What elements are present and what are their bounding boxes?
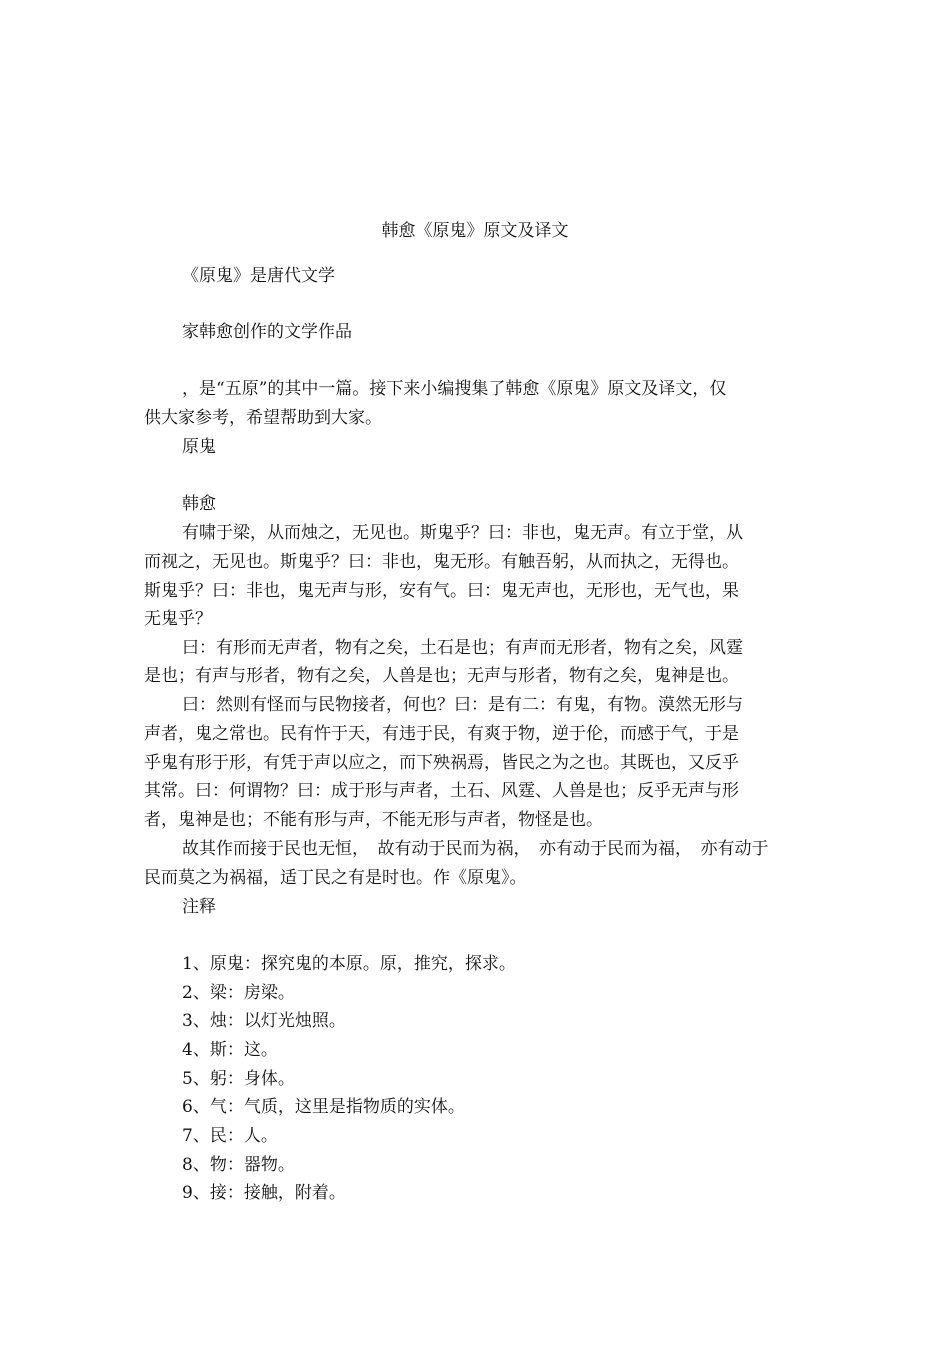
note-item: 1、原鬼：探究鬼的本原。原，推究，探求。	[182, 954, 516, 974]
note-item: 6、气：气质，这里是指物质的实体。	[182, 1097, 465, 1117]
intro-line: 供大家参考，希望帮助到大家。	[144, 408, 382, 428]
paragraph-line: 曰：有形而无声者，物有之矣，土石是也；有声而无形者，物有之矣，风霆	[182, 638, 743, 658]
intro-line: 《原鬼》是唐代文学	[182, 266, 335, 286]
note-item: 3、烛：以灯光烛照。	[182, 1011, 346, 1031]
paragraph-line: 是也；有声与形者，物有之矣，人兽是也；无声与形者，物有之矣，鬼神是也。	[144, 666, 739, 686]
paragraph-line: 斯鬼乎？曰：非也，鬼无声与形，安有气。曰：鬼无声也，无形也，无气也，果	[144, 581, 739, 601]
work-author: 韩愈	[182, 494, 216, 514]
note-item: 9、接：接触，附着。	[182, 1183, 346, 1203]
paragraph-line: 其常。曰：何谓物？曰：成于形与声者，土石、风霆、人兽是也；反乎无声与形	[144, 781, 739, 801]
paragraph-line: 曰：然则有怪而与民物接者，何也？曰：是有二：有鬼，有物。漠然无形与	[182, 695, 743, 715]
paragraph-line: 无鬼乎？	[144, 609, 212, 629]
paragraph-line: 而视之，无见也。斯鬼乎？曰：非也，鬼无形。有触吾躬，从而执之，无得也。	[144, 552, 739, 572]
note-item: 7、民：人。	[182, 1126, 278, 1146]
intro-line: ，是“五原”的其中一篇。接下来小编搜集了韩愈《原鬼》原文及译文，仅	[182, 379, 727, 399]
note-item: 8、物：器物。	[182, 1155, 295, 1175]
intro-line: 家韩愈创作的文学作品	[182, 322, 352, 342]
paragraph-line: 有啸于梁，从而烛之，无见也。斯鬼乎？曰：非也，鬼无声。有立于堂，从	[182, 523, 743, 543]
paragraph-line: 者，鬼神是也；不能有形与声，不能无形与声者，物怪是也。	[144, 810, 603, 830]
paragraph-line: 民而莫之为祸福，适丁民之有是时也。作《原鬼》。	[144, 868, 527, 888]
note-item: 2、梁：房梁。	[182, 983, 295, 1003]
note-item: 5、躬：身体。	[182, 1069, 295, 1089]
work-title: 原鬼	[182, 437, 216, 457]
paragraph-line: 声者，鬼之常也。民有忤于天，有违于民，有爽于物，逆于伦，而感于气，于是	[144, 724, 739, 744]
document-title: 韩愈《原鬼》原文及译文	[381, 221, 569, 241]
notes-heading: 注释	[182, 897, 216, 917]
paragraph-line: 乎鬼有形于形，有凭于声以应之，而下殃祸焉，皆民之为之也。其既也，又反乎	[144, 753, 739, 773]
paragraph-line: 故其作而接于民也无恒， 故有动于民而为祸， 亦有动于民而为福， 亦有动于	[182, 839, 769, 859]
note-item: 4、斯：这。	[182, 1040, 278, 1060]
